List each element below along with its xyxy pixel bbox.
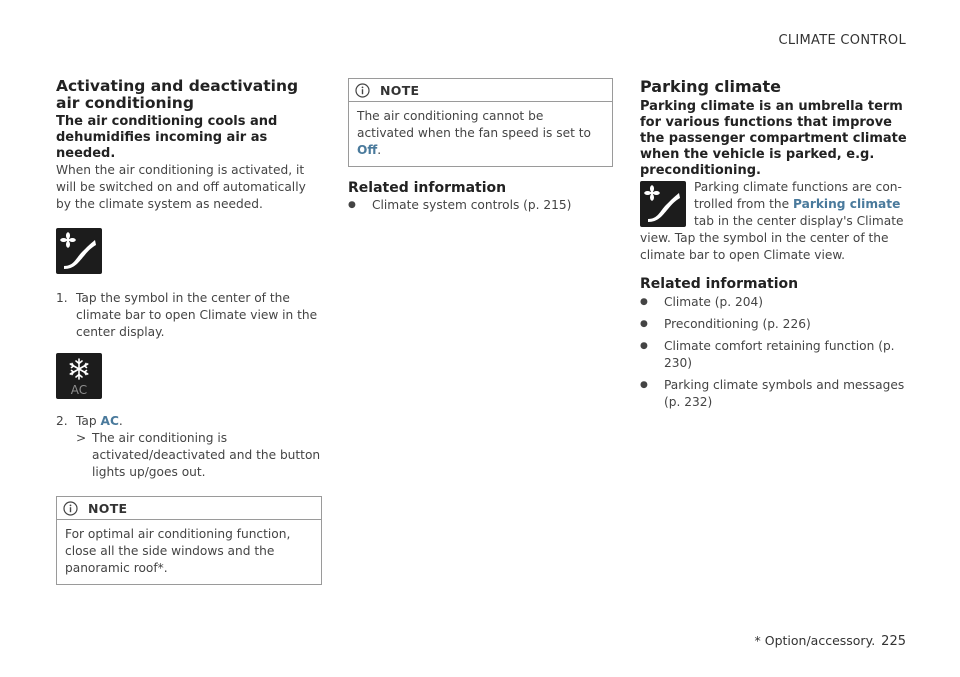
snowflake-icon [56, 353, 102, 399]
ac-symbol-label: AC [70, 383, 88, 397]
related-link[interactable]: Climate (p. 204) [664, 295, 764, 309]
step-number: 2. [56, 414, 68, 428]
note-header [57, 497, 321, 520]
footnote: * Option/accessory. [754, 633, 876, 648]
note-text: For optimal air conditioning function, close all the side windows and the panoramic roof*. [65, 527, 291, 575]
related-link[interactable]: Climate comfort retaining function (p. 230) [664, 339, 895, 370]
parking-climate-body-block [640, 179, 908, 264]
step-1 [56, 290, 322, 341]
related-heading: Related information [640, 276, 799, 292]
note-suffix: . [377, 143, 382, 157]
list-item[interactable] [640, 377, 908, 411]
body-prefix: Parking climate functions are controlled from the [694, 180, 902, 211]
result-marker: > [76, 431, 87, 445]
bullet-icon: ● [640, 297, 648, 307]
page-footer [755, 633, 906, 649]
fan-airflow-icon [640, 181, 686, 227]
note-box [348, 78, 613, 167]
step-text: Tap the symbol in the center of the climate bar to open Climate view in the center display. [76, 291, 318, 339]
bullet-icon: ● [640, 380, 648, 390]
step-suffix: . [118, 414, 123, 428]
fan-off-value: Off [357, 143, 378, 157]
list-item[interactable] [640, 316, 908, 333]
list-item[interactable] [640, 294, 908, 311]
bullet-icon: ● [348, 200, 356, 210]
step-2-result [56, 430, 322, 481]
step-text [76, 413, 123, 430]
note-title: NOTE [380, 82, 420, 98]
note-title: NOTE [88, 500, 128, 516]
info-icon [355, 83, 370, 98]
info-icon [63, 501, 78, 516]
bullet-icon: ● [640, 341, 648, 351]
list-item[interactable] [640, 338, 908, 372]
page-number: 225 [881, 634, 906, 649]
bullet-icon: ● [640, 319, 648, 329]
related-list [348, 197, 613, 214]
parking-climate-heading: Parking climate [640, 77, 781, 96]
step-2 [56, 413, 322, 430]
note-box [56, 496, 322, 585]
ac-heading: Activating and deactivating air conditioning [56, 77, 299, 112]
column-2 [348, 78, 613, 219]
step-number: 1. [56, 291, 68, 305]
parking-climate-tab-label: Parking climate [792, 197, 901, 211]
related-list [640, 294, 908, 411]
note-header [349, 79, 612, 102]
note-text [349, 102, 612, 166]
ac-body: When the air conditioning is activated, it will be switched on and off automatically by the climate system as needed. [56, 163, 306, 211]
column-1 [56, 78, 322, 585]
step-prefix: Tap [76, 414, 101, 428]
ac-button-label: AC [100, 414, 119, 428]
section-title: CLIMATE CONTROL [778, 33, 906, 48]
list-item[interactable] [348, 197, 613, 214]
column-3 [640, 78, 908, 416]
parking-climate-lead: Parking climate is an umbrella term for various functions that improve the passenger compartment climate when the vehicle is parked, e.g. preconditioning. [640, 99, 907, 178]
result-text: The air conditioning is activated/deactivated and the button lights up/goes out. [92, 431, 321, 479]
related-link[interactable]: Preconditioning (p. 226) [664, 317, 811, 331]
related-heading: Related information [348, 180, 507, 196]
body-suffix: tab in the center display's Climate view. Tap the symbol in the center of the climate bar to open Climate view. [640, 214, 904, 262]
note-prefix: The air conditioning cannot be activated when the fan speed is set to [357, 109, 591, 140]
related-link[interactable]: Climate system controls (p. 215) [372, 198, 572, 212]
related-link[interactable]: Parking climate symbols and messages (p. 232) [664, 378, 905, 409]
fan-airflow-icon [56, 228, 102, 274]
ac-lead: The air conditioning cools and dehumidifies incoming air as needed. [56, 114, 278, 161]
